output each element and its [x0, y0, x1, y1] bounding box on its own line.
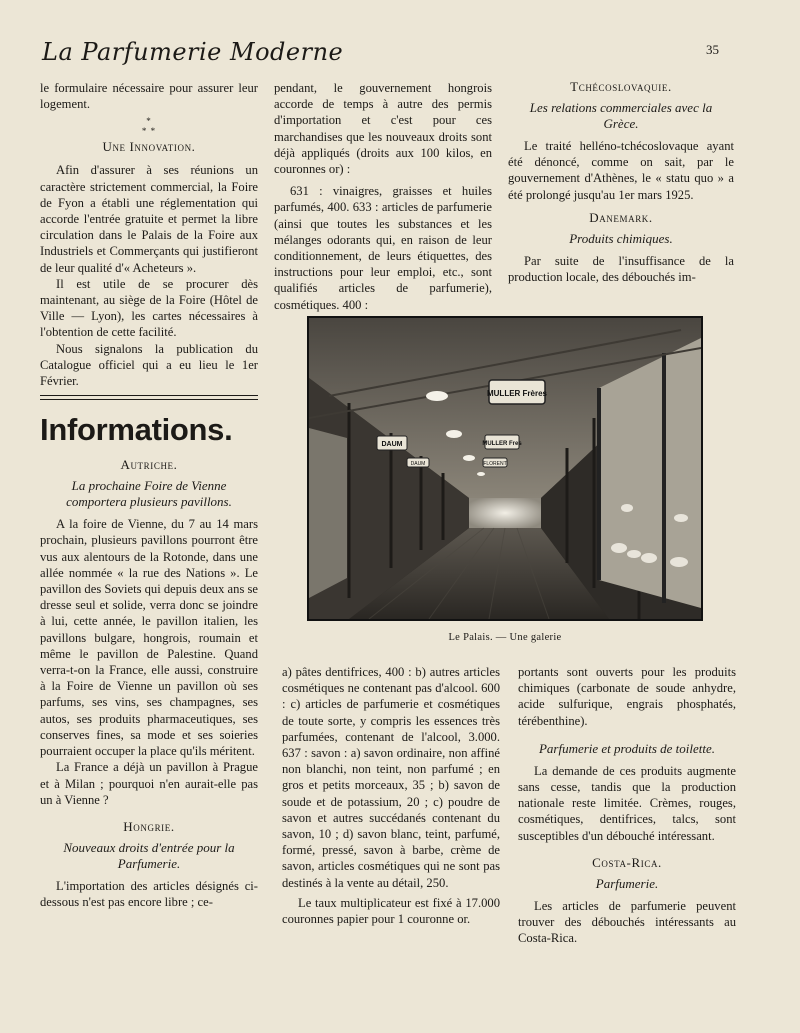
subtitle-danemark: Produits chimiques. — [569, 230, 673, 246]
heading-informations: Informations. — [40, 412, 233, 448]
sign-florent: FLORENT — [483, 461, 507, 467]
paragraph: pendant, le gouvernement hongrois accorde de temps à autre des permis d'importation et c'est pour ces marchandises que les nouveaux droits sont déjà appliqués (droits aux 100 kilos, en couronnes or) : — [274, 81, 492, 177]
column-middle-top — [274, 80, 492, 313]
subtitle-parfumerie: Parfumerie. — [595, 875, 659, 891]
section-title-tchecoslovaquie: Tchécoslovaquie. — [570, 79, 672, 94]
paragraph: Les articles de parfumerie peuvent trouver des débouchés intéressants au Costa-Rica. — [518, 898, 736, 946]
subtitle-autriche: La prochaine Foire de Vienne comportera plusieurs pavillons. — [66, 478, 232, 510]
section-title-innovation: Une Innovation. — [102, 139, 196, 155]
subtitle-hongrie: Nouveaux droits d'entrée pour la Parfumerie. — [63, 839, 235, 871]
section-title-danemark: Danemark. — [589, 209, 653, 225]
subtitle-tchecoslovaquie: Les relations commerciales avec la Grèce. — [529, 100, 713, 131]
section-title-hongrie: Hongrie. — [123, 818, 175, 834]
section-title-costa-rica: Costa-Rica. — [592, 854, 662, 870]
paragraph: le formulaire nécessaire pour assurer leur logement. — [40, 81, 258, 112]
sign-muller: MULLER Fres — [482, 441, 522, 447]
paragraph: Nous signalons la publication du Catalogue officiel qui a eu lieu le 1er Février. — [40, 341, 258, 389]
paragraph: Afin d'assurer à ses réunions un caractère strictement commercial, la Foire de Fyon a établi une réglementation qui accorde l'entrée gratuite et permet la libre circulation dans le Palais de la Foire aux Industriels et Commerçants qui justifieront de leur qualité d'« Acheteurs ». — [40, 163, 258, 275]
column-middle-bottom — [282, 664, 500, 927]
page-number: 35 — [706, 42, 719, 57]
masthead: La Parfumerie Moderne — [42, 38, 344, 66]
paragraph: Il est utile de se procurer dès maintenant, au siège de la Foire (Hôtel de Ville — Lyon), les cartes nécessaires à l'obtention de cette facilité. — [40, 276, 258, 340]
paragraph: A la foire de Vienne, du 7 au 14 mars prochain, plusieurs pavillons pourront être vus aux alentours de la Rotonde, dans une allée nommée « la rue des Nations ». Le pavillon des Soviets qui depuis deux ans se dresse seul et solide, verra donc se joindre à lui, cette année, le pavillon italien, les pavillons bulgare, hongrois, roumain et même le pavillon de Palestine. Quand verra-t-on la France, elle aussi, construire à la Foire de Vienne un pavillon où ses parfums, ses vins, ses champagnes, ses autos, ses produits pharmaceutiques, ses conserves fines, sa mode et ses soieries pourraient occuper la place qu'ils méritent. — [40, 517, 258, 759]
paragraph: a) pâtes dentifrices, 400 : b) autres articles cosmétiques ne contenant pas d'alcool. 600 : c) articles de parfumerie et cosmétiques de toute sorte, y compris les essences très parfumées, contenant de l'alcool, 3.000. 637 : savon : a) savon ordinaire, non affiné non blanchi, non teint, non parfumé ; en gros et petits morceaux, 35 ; b) savon de soude et de potassium, 20 ; c) poudre de savon et autres succédanés contenant du savon, 10 ; d) savon blanc, teint, parfumé, formé, pressé, savon à barbe, crème de savon, articles cosmétiques qui ne sont pas destinés à la vente au détail, 250. — [282, 665, 500, 890]
gallery-photograph — [307, 316, 703, 621]
paragraph: L'importation des articles désignés ci-dessous n'est pas encore libre ; ce- — [40, 878, 258, 910]
paragraph: Par suite de l'insuffisance de la production locale, des débouchés im- — [508, 253, 734, 285]
sign-daum: DAUM — [381, 441, 403, 448]
sign-muller-freres: MULLER Frères — [486, 389, 548, 398]
column-left — [40, 80, 258, 910]
column-right-bottom — [518, 664, 736, 946]
asterism: * * * — [141, 116, 157, 137]
photo-caption: Le Palais. — Une galerie — [448, 632, 562, 643]
paragraph: Le taux multiplicateur est fixé à 17.000 couronnes papier pour 1 couronne or. — [282, 895, 500, 927]
double-rule — [40, 395, 258, 400]
subtitle-parfumerie-toilette: Parfumerie et produits de toilette. — [538, 740, 716, 756]
paragraph: 631 : vinaigres, graisses et huiles parfumés, 400. 633 : articles de parfumerie (ainsi que toutes les substances et les mélanges odorants qui, en raison de leur conditionnement, de leurs étiquettes, des instructions pour leur emploi, etc., sont qualifiés articles de parfumerie), cosmétiques. 400 : — [274, 184, 492, 312]
column-right-top — [508, 76, 734, 285]
paragraph: portants sont ouverts pour les produits chimiques (carbonate de soude anhydre, acide sulfurique, engrais phosphatés, térébenthine). — [518, 665, 736, 728]
section-title-autriche: Autriche. — [120, 457, 178, 473]
paragraph: La France a déjà un pavillon à Prague et à Milan ; pourquoi n'en aurait-elle pas un à Vienne ? — [40, 760, 258, 807]
paragraph: La demande de ces produits augmente sans cesse, tandis que la production nationale reste limitée. Crèmes, rouges, cosmétiques, dentifrices, talcs, sont susceptibles d'un débouché intéressant. — [518, 763, 736, 843]
sign-daum-small: DAUM — [410, 461, 426, 467]
paragraph: Le traité helléno-tchécoslovaque ayant été dénoncé, comme on sait, par le gouvernement d'Athènes, le « statu quo » a été prolongé jusqu'au 1er mars 1925. — [508, 139, 734, 202]
